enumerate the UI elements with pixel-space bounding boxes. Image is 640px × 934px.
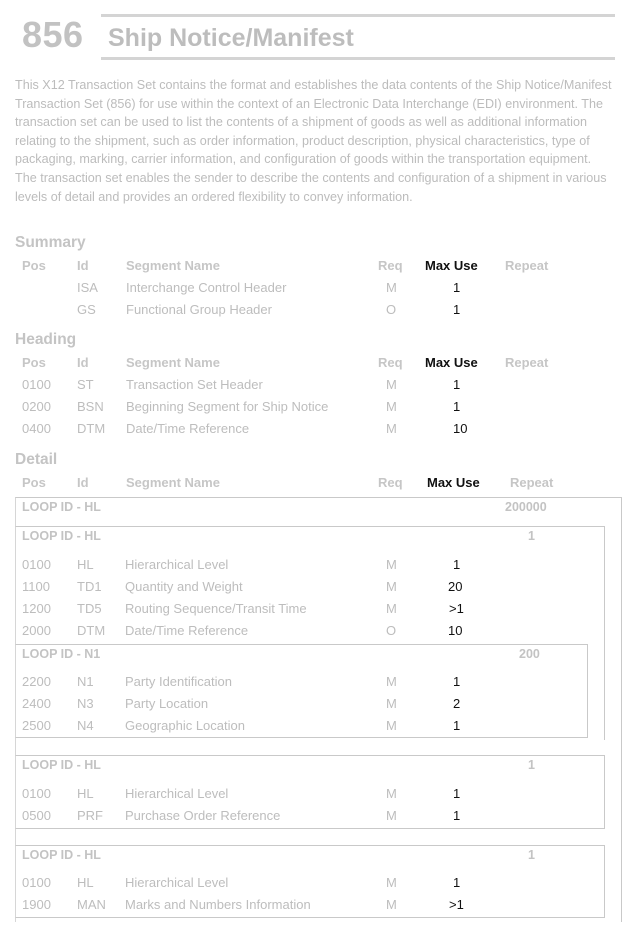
segment-name[interactable]: Purchase Order Reference [125,808,281,823]
segment-row-bsn[interactable] [0,399,640,421]
segment-name[interactable]: Quantity and Weight [125,579,243,594]
segment-row-gs[interactable] [0,302,640,324]
segment-max-use: 1 [453,674,461,689]
segment-pos: 2000 [22,623,51,638]
col-max-use: Max Use [427,475,480,490]
segment-name[interactable]: Date/Time Reference [126,421,250,436]
col-max-use: Max Use [425,258,478,273]
segment-max-use: >1 [449,897,464,912]
segment-req: M [386,280,397,295]
segment-name[interactable]: Functional Group Header [126,302,272,317]
intro-paragraph: This X12 Transaction Set contains the format and establishes the data contents of the Ship Notice/Manifest Transaction Set (856) for use within the context of an Electronic Data Interchange (EDI) environment. The transaction set can be used to list the contents of a shipment of goods as well as additional information relating to the shipment, such as order information, product description, physical characteristics, type of packaging, marking, carrier information, and configuration of goods within the transportation equipment. The transaction set enables the sender to describe the contents and configuration of a shipment in various levels of detail and provides an ordered flexibility to convey information. [15,78,612,204]
segment-row-prf[interactable] [0,808,640,830]
col-req: Req [378,475,403,490]
transaction-number: 856 [22,14,84,55]
segment-req: M [386,897,397,912]
segment-id: TD1 [77,579,102,594]
segment-name[interactable]: Interchange Control Header [126,280,287,295]
segment-pos: 2400 [22,696,51,711]
segment-id: N4 [77,718,94,733]
segment-row-hl[interactable] [0,875,640,897]
segment-req: O [386,302,397,317]
segment-req: M [386,421,397,436]
segment-req: M [386,557,397,572]
heading-column-header [0,355,640,377]
segment-name[interactable]: Transaction Set Header [126,377,263,392]
segment-pos: 0100 [22,557,51,572]
segment-id: ISA [77,280,98,295]
outer-loop-repeat: 200000 [505,500,547,514]
segment-req: M [386,601,397,616]
segment-max-use: 1 [453,399,461,414]
segment-id: HL [77,875,94,890]
segment-pos: 0100 [22,786,51,801]
segment-max-use: 10 [448,623,463,638]
segment-row-n1[interactable] [0,674,640,696]
segment-row-hl[interactable] [0,786,640,808]
segment-id: N1 [77,674,94,689]
segment-name[interactable]: Routing Sequence/Transit Time [125,601,307,616]
loop2-label: LOOP ID - HL [22,758,101,772]
segment-max-use: 1 [453,280,461,295]
segment-row-dtm[interactable] [0,421,640,443]
col-repeat: Repeat [505,355,549,370]
loop3-repeat: 1 [528,848,535,862]
segment-row-hl[interactable] [0,557,640,579]
segment-req: M [386,674,397,689]
segment-name[interactable]: Hierarchical Level [125,557,229,572]
segment-max-use: 1 [453,557,461,572]
segment-max-use: 1 [453,718,461,733]
col-segment-name: Segment Name [126,475,220,490]
heading-title: Heading [15,331,77,348]
segment-name[interactable]: Beginning Segment for Ship Notice [126,399,329,414]
segment-id: TD5 [77,601,102,616]
summary-title: Summary [15,234,86,251]
segment-req: M [386,875,397,890]
segment-id: DTM [77,421,106,436]
summary-column-header [0,258,640,280]
col-id: Id [77,475,89,490]
segment-row-n3[interactable] [0,696,640,718]
col-segment-name: Segment Name [126,258,220,273]
segment-row-td1[interactable] [0,579,640,601]
segment-max-use: 1 [453,808,461,823]
segment-row-man[interactable] [0,897,640,919]
segment-id: HL [77,557,94,572]
segment-max-use: 1 [453,302,461,317]
outer-loop-label: LOOP ID - HL [22,500,101,514]
col-repeat: Repeat [510,475,554,490]
segment-req: M [386,808,397,823]
segment-row-st[interactable] [0,377,640,399]
n1-loop-label: LOOP ID - N1 [22,647,101,661]
segment-pos: 1200 [22,601,51,616]
segment-max-use: 1 [453,875,461,890]
segment-req: M [386,718,397,733]
segment-name[interactable]: Hierarchical Level [125,786,229,801]
segment-req: M [386,696,397,711]
segment-req: M [386,377,397,392]
n1-loop-repeat: 200 [519,647,540,661]
loop2-repeat: 1 [528,758,535,772]
segment-name[interactable]: Hierarchical Level [125,875,229,890]
segment-pos: 2200 [22,674,51,689]
segment-id: PRF [77,808,103,823]
col-repeat: Repeat [505,258,549,273]
col-pos: Pos [22,475,46,490]
col-pos: Pos [22,258,46,273]
col-id: Id [77,355,89,370]
segment-max-use: 1 [453,786,461,801]
segment-id: BSN [77,399,104,414]
segment-max-use: 10 [453,421,468,436]
segment-row-isa[interactable] [0,280,640,302]
segment-pos: 0200 [22,399,51,414]
segment-name[interactable]: Date/Time Reference [125,623,249,638]
segment-max-use: 20 [448,579,463,594]
detail-title: Detail [15,451,58,468]
segment-req: M [386,579,397,594]
segment-row-n4[interactable] [0,718,640,740]
segment-name[interactable]: Party Identification [125,674,232,689]
col-max-use: Max Use [425,355,478,370]
segment-max-use: 1 [453,377,461,392]
segment-name[interactable]: Marks and Numbers Information [125,897,311,912]
col-req: Req [378,355,403,370]
segment-id: GS [77,302,96,317]
segment-max-use: >1 [449,601,464,616]
segment-pos: 1900 [22,897,51,912]
segment-id: ST [77,377,94,392]
segment-pos: 1100 [22,579,50,594]
loop1-label: LOOP ID - HL [22,529,101,543]
segment-pos: 0500 [22,808,51,823]
segment-id: MAN [77,897,106,912]
page-header [0,0,640,64]
detail-column-header [0,475,640,497]
segment-id: DTM [77,623,106,638]
segment-req: M [386,399,397,414]
segment-row-dtm[interactable] [0,623,640,645]
segment-pos: 0100 [22,875,51,890]
loop3-label: LOOP ID - HL [22,848,101,862]
page-title: Ship Notice/Manifest [108,24,354,52]
title-box [101,14,615,60]
segment-req: O [386,623,397,638]
col-segment-name: Segment Name [126,355,220,370]
col-pos: Pos [22,355,46,370]
col-id: Id [77,258,89,273]
segment-pos: 0400 [22,421,51,436]
segment-id: HL [77,786,94,801]
segment-max-use: 2 [453,696,461,711]
loop1-repeat: 1 [528,529,535,543]
segment-name[interactable]: Geographic Location [125,718,245,733]
col-req: Req [378,258,403,273]
segment-pos: 0100 [22,377,51,392]
segment-id: N3 [77,696,94,711]
segment-req: M [386,786,397,801]
segment-name[interactable]: Party Location [125,696,209,711]
segment-pos: 2500 [22,718,51,733]
segment-row-td5[interactable] [0,601,640,623]
